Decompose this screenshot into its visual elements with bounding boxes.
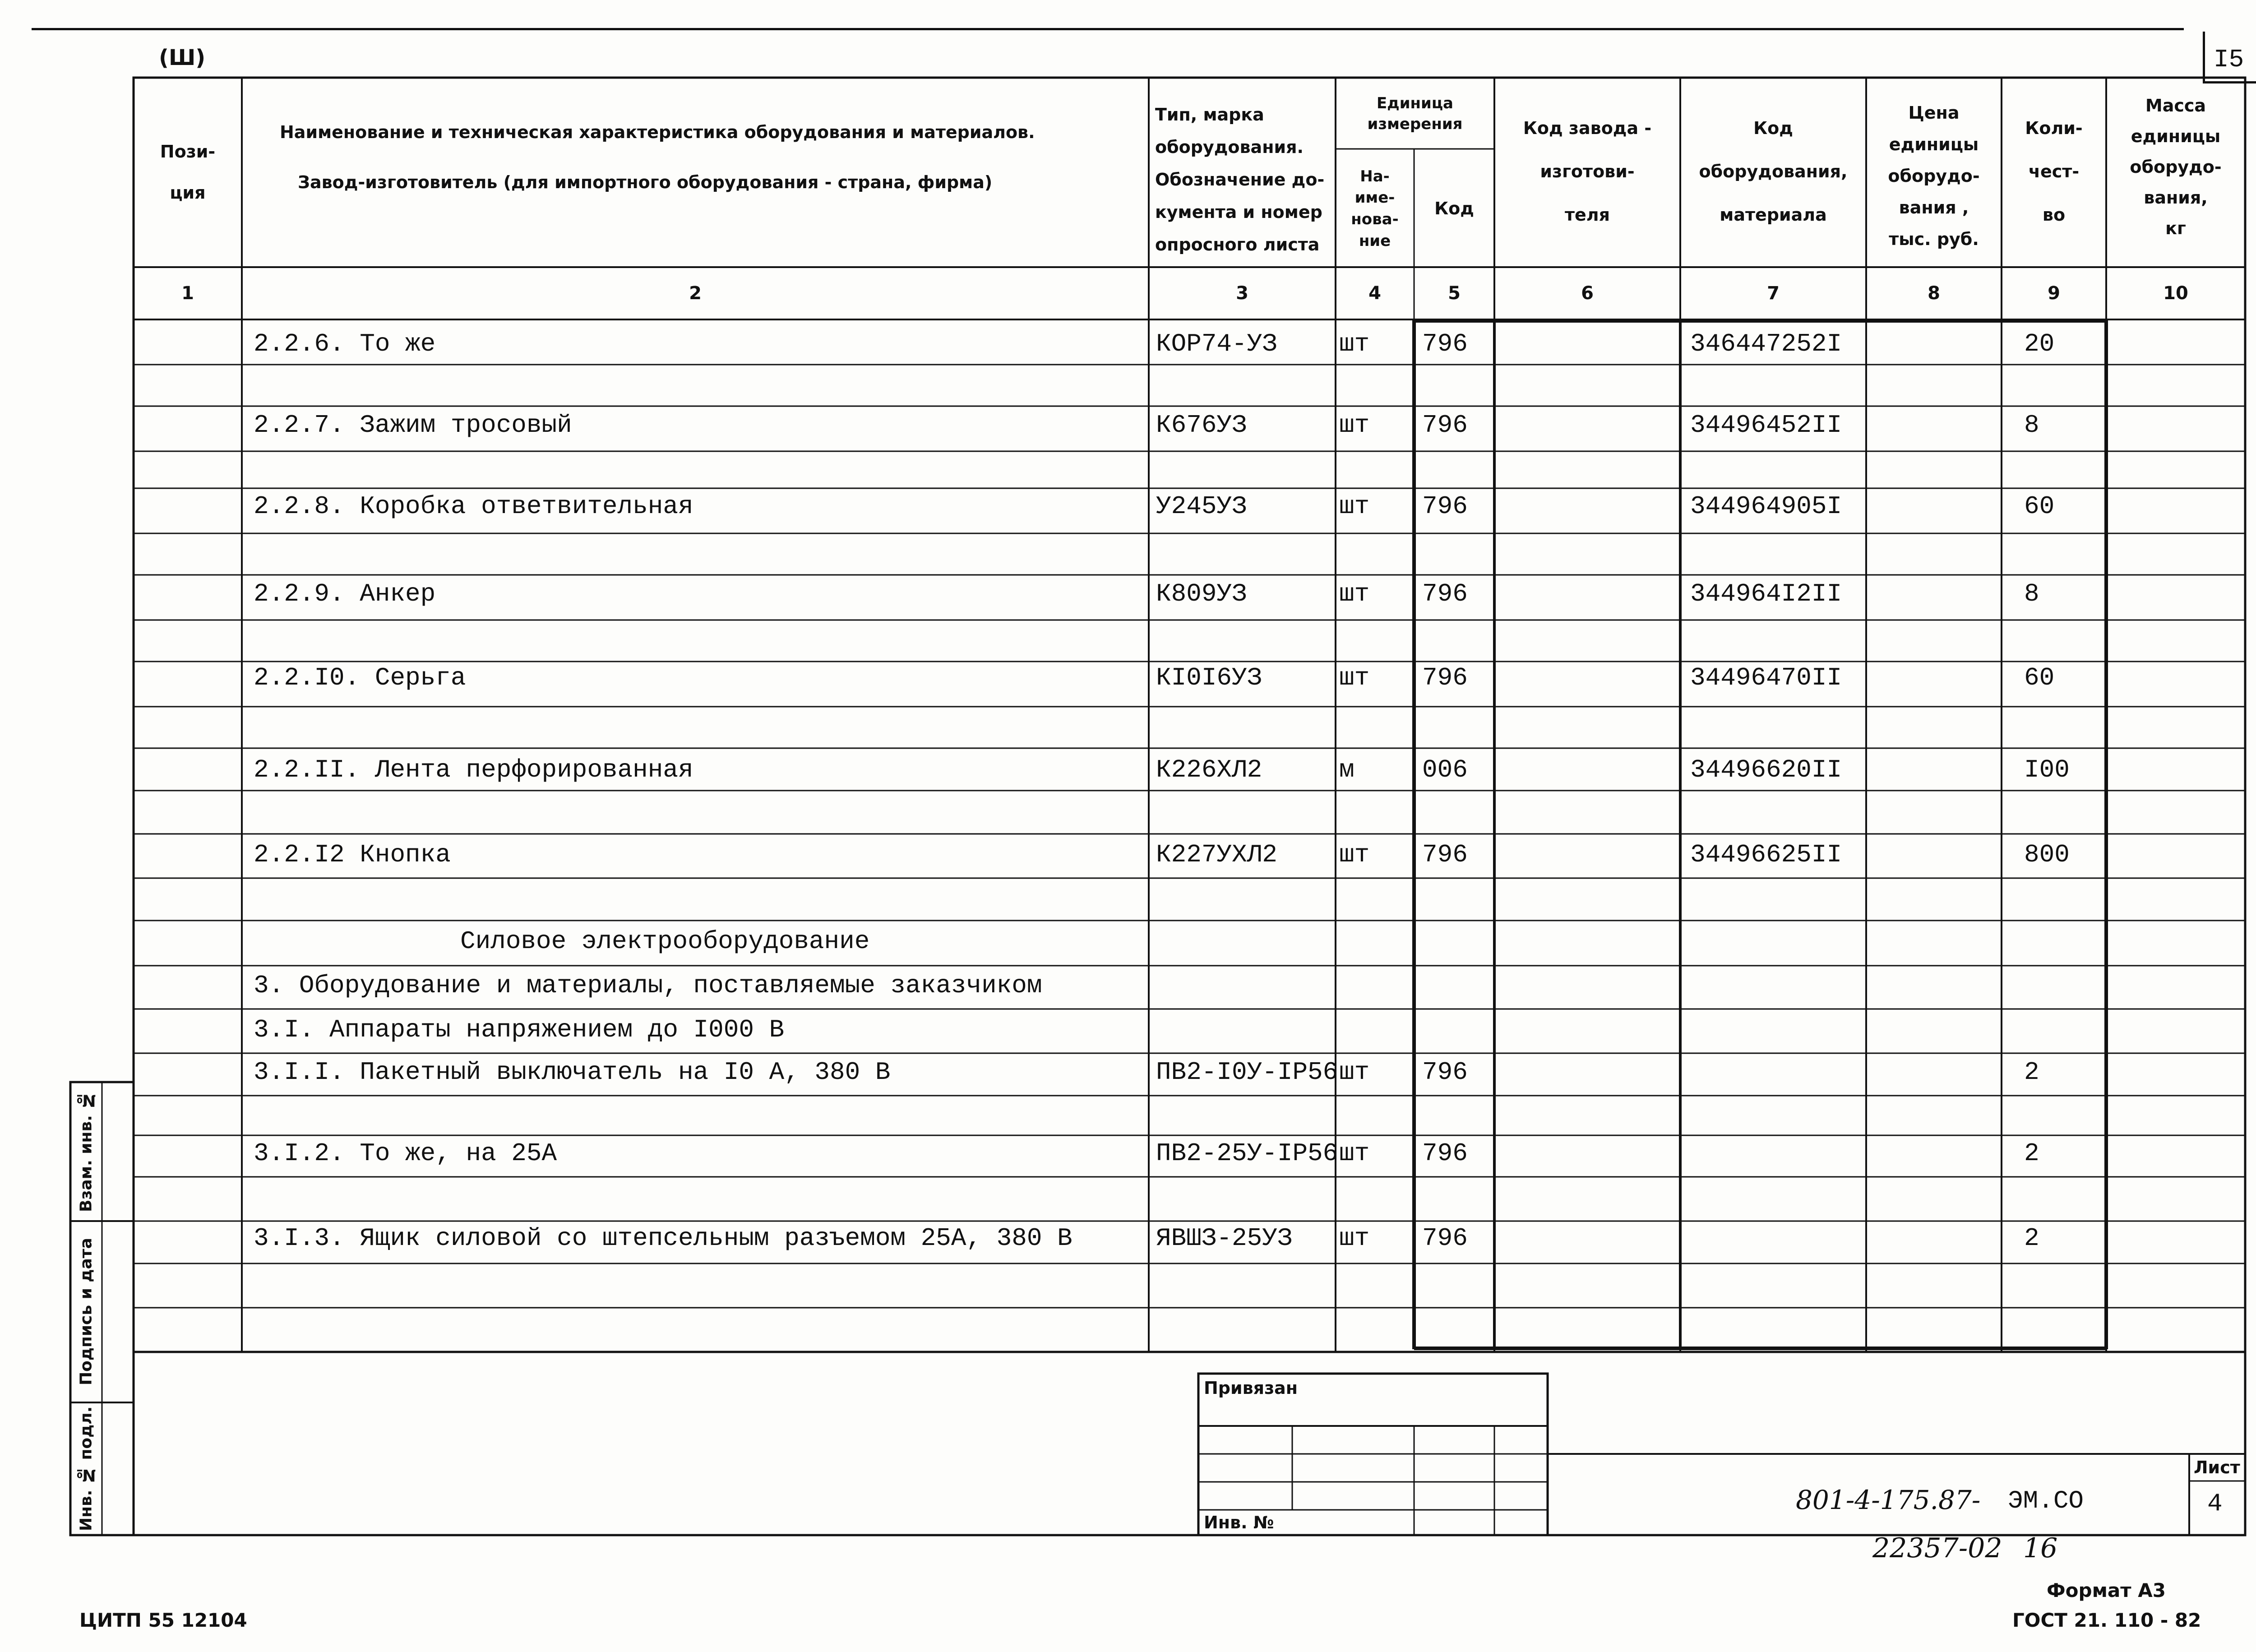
row-type: К676УЗ [1156, 411, 1247, 440]
row-code: 796 [1422, 492, 1468, 521]
section-line: 3.I. Аппараты напряжением до I000 В [254, 1015, 785, 1044]
header-manufacturer-line: изготови- [1540, 162, 1635, 181]
header-position [134, 78, 242, 267]
header-type-line: кумента и номер [1155, 202, 1322, 222]
header-quantity-line: чест- [2028, 162, 2080, 181]
row-unit: шт [1339, 579, 1370, 608]
header-price-line: вания , [1899, 198, 1969, 217]
row-quantity: 2 [2024, 1224, 2039, 1253]
row-equipment-code: 34496620II [1690, 755, 1842, 784]
header-type-line: опросного листа [1155, 235, 1320, 255]
header-position-line: ция [170, 183, 206, 203]
stamp-designation-handwritten: 801-4-175.87- [1796, 1485, 1981, 1515]
row-type: ПВ2-25У-IР56 [1156, 1139, 1338, 1168]
row-code: 006 [1422, 755, 1468, 784]
row-name: 2.2.I0. Серьга [254, 663, 466, 692]
side-field-signature-date: Подпись и дата [77, 1238, 96, 1386]
row-type: К809УЗ [1156, 579, 1247, 608]
row-equipment-code: 346447252I [1690, 329, 1842, 358]
row-code: 796 [1422, 1224, 1468, 1253]
header-price-line: оборудо- [1888, 166, 1980, 186]
row-unit: м [1339, 755, 1355, 784]
row-equipment-code: 344964905I [1690, 492, 1842, 521]
footer-handwritten-number: 22357-02 [1872, 1532, 2002, 1564]
row-equipment-code: 344964I2II [1690, 579, 1842, 608]
row-quantity: I00 [2024, 755, 2070, 784]
column-number: 8 [1928, 283, 1940, 304]
header-price-line: тыс. руб. [1889, 229, 1979, 249]
row-code: 796 [1422, 1139, 1468, 1168]
row-equipment-code: 34496625II [1690, 840, 1842, 869]
header-unit-name-line: ние [1359, 231, 1391, 250]
row-code: 796 [1422, 579, 1468, 608]
row-unit: шт [1339, 1139, 1370, 1168]
header-mass-line: кг [2165, 218, 2186, 238]
header-quantity [2002, 104, 2106, 239]
row-code: 796 [1422, 663, 1468, 692]
row-type: У245УЗ [1156, 492, 1247, 521]
side-field-replace-inv: Взам. инв. № [77, 1091, 96, 1212]
row-quantity: 20 [2024, 329, 2055, 358]
row-code: 796 [1422, 411, 1468, 440]
row-name: 2.2.I2 Кнопка [254, 840, 451, 869]
header-mass [2106, 90, 2245, 244]
header-equipment-code-line: материала [1720, 205, 1827, 225]
row-quantity: 8 [2024, 579, 2039, 608]
row-unit: шт [1339, 492, 1370, 521]
header-equipment-code-line: оборудования, [1699, 162, 1848, 181]
header-position-line: Пози- [160, 141, 216, 162]
row-quantity: 60 [2024, 663, 2055, 692]
row-unit: шт [1339, 411, 1370, 440]
side-field-original-inv: Инв. № подл. [77, 1406, 96, 1532]
header-mass-line: оборудо- [2130, 157, 2222, 177]
row-unit: шт [1339, 1224, 1370, 1253]
row-name: 2.2.7. Зажим тросовый [254, 411, 572, 440]
column-number: 3 [1236, 283, 1248, 304]
row-name: 3.I.3. Ящик силовой со штепсельным разъемом 25А, 380 В [254, 1224, 1073, 1253]
header-equipment-code-line: Код [1753, 118, 1793, 138]
row-equipment-code: 34496470II [1690, 663, 1842, 692]
row-quantity: 2 [2024, 1058, 2039, 1087]
row-unit: шт [1339, 329, 1370, 358]
row-code: 796 [1422, 840, 1468, 869]
row-unit: шт [1339, 663, 1370, 692]
row-quantity: 2 [2024, 1139, 2039, 1168]
header-name [280, 121, 1137, 194]
column-number: 10 [2163, 283, 2188, 304]
header-unit-name-line: нова- [1351, 210, 1399, 228]
header-quantity-line: во [2042, 205, 2066, 225]
header-type-line: оборудования. [1155, 137, 1304, 157]
footer-gost: ГОСТ 21. 110 - 82 [2012, 1609, 2201, 1631]
row-name: 2.2.8. Коробка ответвительная [254, 492, 693, 521]
header-name-line: Завод-изготовитель (для импортного оборудования - страна, фирма) [298, 172, 993, 193]
header-unit-line: измерения [1367, 115, 1463, 133]
section-title: Силовое электрооборудование [460, 927, 870, 956]
row-type: КОР74-УЗ [1156, 329, 1277, 358]
header-price-line: Цена [1908, 103, 1960, 123]
corner-mark: (Ш) [159, 45, 206, 70]
sheet-top-number: I5 [2214, 45, 2244, 74]
header-type [1155, 98, 1336, 261]
row-type: ПВ2-I0У-IР56 [1156, 1058, 1338, 1087]
row-quantity: 800 [2024, 840, 2070, 869]
column-number: 7 [1767, 283, 1780, 304]
footer-left-code: ЦИТП 55 12104 [79, 1609, 247, 1631]
column-number: 2 [689, 283, 702, 304]
row-type: К226ХЛ2 [1156, 755, 1262, 784]
stamp-designation: ЭМ.СО [2008, 1486, 2084, 1515]
row-code: 796 [1422, 329, 1468, 358]
header-mass-line: вания, [2144, 188, 2208, 208]
column-number: 5 [1448, 283, 1461, 304]
header-name-line: Наименование и техническая характеристика оборудования и материалов. [280, 122, 1035, 142]
header-manufacturer-code [1494, 104, 1680, 239]
header-type-line: Тип, марка [1155, 105, 1264, 125]
section-line: 3. Оборудование и материалы, поставляемые заказчиком [254, 971, 1042, 1000]
header-manufacturer-line: теля [1564, 205, 1610, 225]
header-unit-name-line: На- [1360, 167, 1390, 185]
row-type: КI0I6УЗ [1156, 663, 1262, 692]
header-equipment-code [1680, 104, 1866, 239]
row-name: 2.2.9. Анкер [254, 579, 436, 608]
header-mass-line: Масса [2145, 96, 2206, 116]
header-quantity-line: Коли- [2025, 118, 2083, 138]
row-name: 3.I.I. Пакетный выключатель на I0 А, 380 В [254, 1058, 891, 1087]
stamp-privyazan: Привязан [1204, 1378, 1298, 1398]
header-unit-name-line: име- [1355, 189, 1395, 207]
row-name: 2.2.II. Лента перфорированная [254, 755, 693, 784]
footer-handwritten-page: 16 [2023, 1532, 2058, 1564]
column-number: 6 [1581, 283, 1594, 304]
header-unit-code: Код [1434, 199, 1474, 219]
footer-format: Формат А3 [2047, 1579, 2166, 1601]
stamp-list-label: Лист [2194, 1458, 2240, 1477]
row-name: 3.I.2. То же, на 25А [254, 1139, 557, 1168]
header-manufacturer-line: Код завода - [1523, 118, 1652, 138]
header-price [1866, 99, 2002, 253]
column-number: 4 [1368, 283, 1381, 304]
row-unit: шт [1339, 840, 1370, 869]
header-price-line: единицы [1889, 134, 1979, 154]
header-type-line: Обозначение до- [1155, 170, 1325, 190]
row-type: К227УХЛ2 [1156, 840, 1277, 869]
header-unit-group [1336, 81, 1494, 147]
column-number: 9 [2048, 283, 2060, 304]
row-equipment-code: 34496452II [1690, 411, 1842, 440]
stamp-inv: Инв. № [1204, 1513, 1274, 1532]
row-code: 796 [1422, 1058, 1468, 1087]
row-quantity: 8 [2024, 411, 2039, 440]
row-quantity: 60 [2024, 492, 2055, 521]
row-type: ЯВШЗ-25УЗ [1156, 1224, 1293, 1253]
row-unit: шт [1339, 1058, 1370, 1087]
header-mass-line: единицы [2131, 126, 2221, 146]
row-name: 2.2.6. То же [254, 329, 436, 358]
header-unit-line: Единица [1377, 94, 1453, 113]
stamp-list-number: 4 [2207, 1489, 2223, 1518]
header-unit-name [1336, 151, 1414, 267]
column-number: 1 [181, 283, 194, 304]
